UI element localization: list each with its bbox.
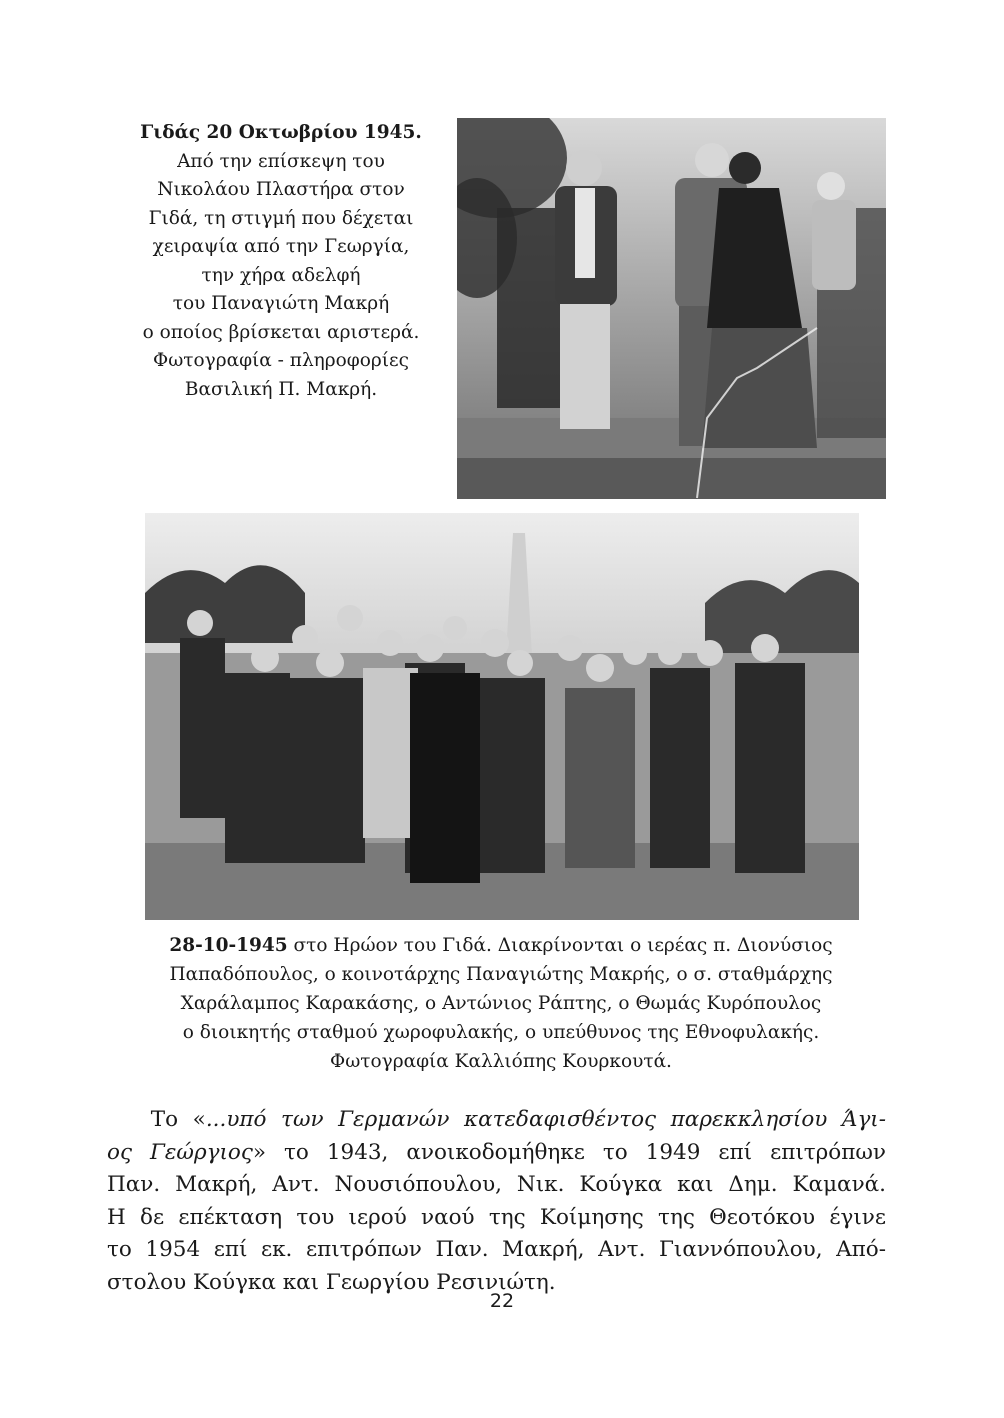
- photo-handshake: [457, 118, 886, 499]
- body-line2-rest: » το 1943, ανοικοδομήθηκε το 1949 επί επιτρόπων: [252, 1139, 886, 1165]
- photo1-caption: [112, 119, 450, 404]
- caption2-line: ο διοικητής σταθμού χωροφυλακής, ο υπεύθυνος της Εθνοφυλακής.: [182, 1022, 820, 1043]
- body-line: [107, 1137, 886, 1170]
- caption1-line: χειραψία από την Γεωργία,: [152, 236, 410, 257]
- caption2-line: Χαράλαμπος Καρακάσης, ο Αντώνιος Ράπτης, ο Θωμάς Κυρόπουλος: [180, 993, 822, 1014]
- caption1-line: ο οποίος βρίσκεται αριστερά.: [142, 321, 420, 343]
- caption1-line: Γιδά, τη στιγμή που δέχεται: [148, 207, 414, 229]
- body-paragraph: [107, 1104, 886, 1299]
- caption1-line: Φωτογραφία - πληροφορίες: [153, 350, 409, 371]
- caption1-line: Βασιλική Π. Μακρή.: [184, 378, 378, 400]
- caption1-title: Γιδάς 20 Οκτωβρίου 1945.: [140, 122, 422, 143]
- caption1-line: Από την επίσκεψη του: [177, 150, 385, 172]
- caption1-line: την χήρα αδελφή: [201, 264, 361, 286]
- caption2-line: [112, 931, 890, 960]
- caption2-line: Παπαδόπουλος, ο κοινοτάρχης Παναγιώτης Μακρής, ο σ. σταθμάρχης: [169, 964, 833, 985]
- caption2-line: Φωτογραφία Καλλιόπης Κουρκουτά.: [330, 1051, 672, 1072]
- body-line: Παν. Μακρή, Αντ. Νουσιόπουλου, Νικ. Κούγκα και Δημ. Καμανά.: [107, 1172, 886, 1197]
- body-line: στολου Κούγκα και Γεωργίου Ρεσινιώτη.: [107, 1269, 556, 1295]
- body-line2-italic: ος Γεώργιος: [107, 1139, 253, 1165]
- body-line1-start: Το «: [150, 1107, 206, 1132]
- caption2-date: 28-10-1945: [169, 935, 288, 956]
- photo2-caption: [112, 931, 890, 1076]
- caption1-line: του Παναγιώτη Μακρή: [172, 293, 390, 314]
- body-line: Η δε επέκταση του ιερού ναού της Κοίμησης της Θεοτόκου έγινε: [107, 1204, 886, 1230]
- page-number: 22: [489, 1290, 515, 1312]
- caption2-line1-rest: στο Ηρώον του Γιδά. Διακρίνονται ο ιερέας π. Διονύσιος: [287, 935, 833, 956]
- body-line: το 1954 επί εκ. επιτρόπων Παν. Μακρή, Αντ. Γιαννόπουλου, Από-: [107, 1237, 886, 1262]
- caption1-line: Νικολάου Πλαστήρα στον: [157, 179, 405, 200]
- body-line1-italic: ...υπό των Γερμανών κατεδαφισθέντος παρεκκλησίου Άγι-: [205, 1107, 886, 1132]
- photo-group-heroon: [145, 513, 859, 920]
- body-line: [107, 1104, 886, 1137]
